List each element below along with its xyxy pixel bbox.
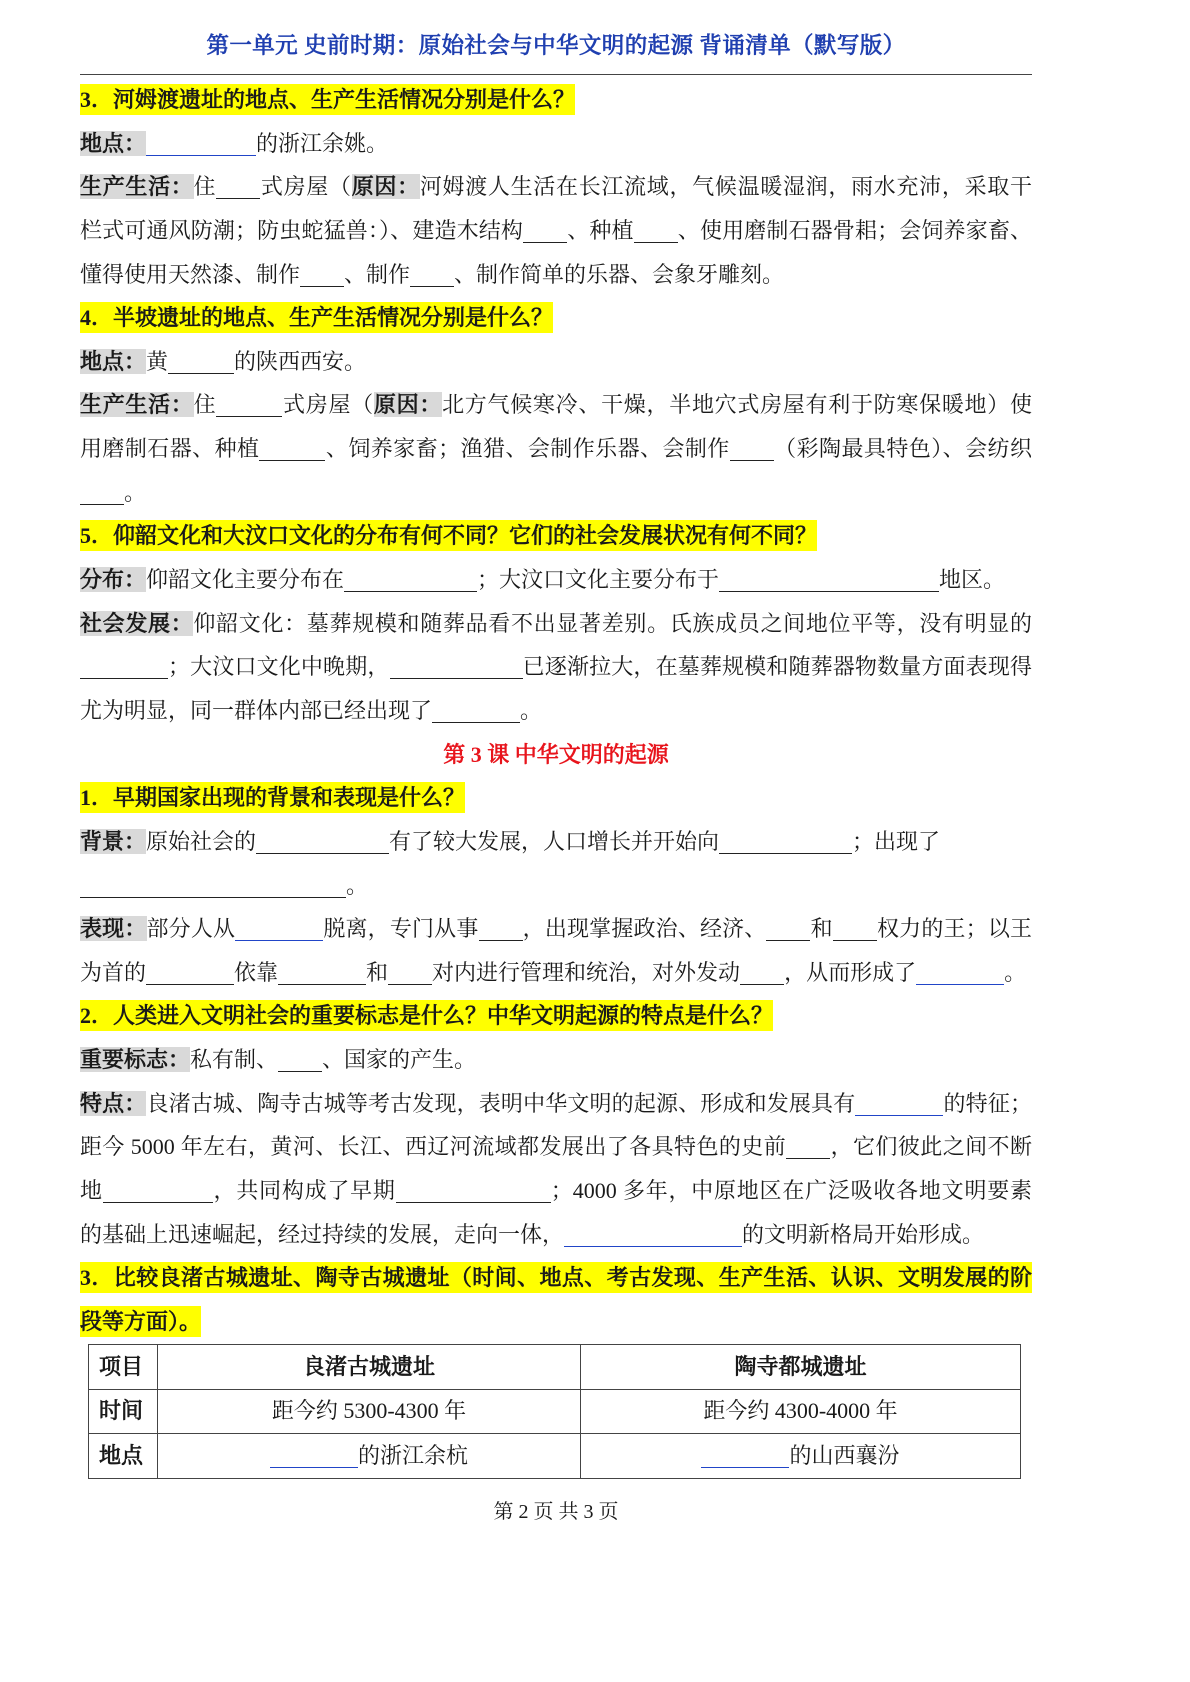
question-title-line <box>80 994 1032 1038</box>
question-banpo <box>80 296 1032 514</box>
lesson-title-line <box>80 733 1032 777</box>
unit-title: 第一单元 史前时期：原始社会与中华文明的起源 背诵清单（默写版） <box>206 33 906 58</box>
table-header-row <box>89 1344 1021 1389</box>
page-content <box>80 78 1032 1479</box>
answer-blank <box>270 1467 358 1468</box>
answer-blank <box>103 1202 213 1203</box>
answer-blank <box>701 1467 789 1468</box>
question-title: 4．半坡遗址的地点、生产生活情况分别是什么？ <box>80 302 553 333</box>
field-label: 表现： <box>80 916 147 942</box>
answer-life-line <box>80 427 1032 471</box>
answer-blank <box>216 198 260 199</box>
answer-text: 为首的 <box>80 959 147 985</box>
answer-features-line <box>80 1169 1032 1213</box>
answer-text: 脱离，专门从事 <box>323 916 479 942</box>
answer-text: （彩陶最具特色）、会纺织 <box>773 436 1032 462</box>
table-row <box>89 1433 1021 1478</box>
answer-blank <box>523 242 567 243</box>
answer-blank <box>719 591 939 592</box>
table-row <box>89 1389 1021 1433</box>
answer-text: 用磨制石器、种植 <box>80 436 260 462</box>
row-label-location: 地点 <box>89 1433 158 1478</box>
question-title-line <box>80 776 1032 820</box>
question-early-state <box>80 776 1032 994</box>
answer-society-line <box>80 645 1032 689</box>
header-item: 项目 <box>89 1344 158 1389</box>
answer-text: 地 <box>80 1178 103 1204</box>
answer-life-line <box>80 383 1032 427</box>
answer-text: 的文明新格局开始形成。 <box>742 1221 985 1247</box>
answer-text: 原始社会的 <box>146 828 257 854</box>
answer-text: 距今 5000 年左右，黄河、长江、西辽河流域都发展出了各具特色的史前 <box>80 1134 787 1160</box>
answer-text: 部分人从 <box>146 916 236 942</box>
answer-text: 和 <box>810 916 833 942</box>
field-label: 地点： <box>80 348 147 374</box>
answer-blank <box>390 678 523 679</box>
answer-location <box>80 340 1032 384</box>
answer-blank <box>634 242 678 243</box>
comparison-table <box>88 1344 1021 1479</box>
answer-life-line <box>80 165 1032 209</box>
answer-text: 已逐渐拉大，在墓葬规模和随葬器物数量方面表现得 <box>522 654 1032 680</box>
answer-text: ；出现了 <box>852 828 941 854</box>
answer-text: 黄 <box>146 348 169 374</box>
question-title-line <box>80 1300 1032 1344</box>
answer-blank <box>740 984 784 985</box>
answer-life-line <box>80 209 1032 253</box>
question-title-line <box>80 514 1032 558</box>
answer-blank <box>719 853 852 854</box>
answer-location <box>80 122 1032 166</box>
answer-text: ，从而形成了 <box>784 959 917 985</box>
answer-blank <box>388 984 432 985</box>
question-hemudu <box>80 78 1032 296</box>
answer-text: 、种植 <box>567 217 634 243</box>
question-title-line <box>80 78 1032 122</box>
answer-text: 尤为明显，同一群体内部已经出现了 <box>80 697 433 723</box>
answer-text: 良渚古城、陶寺古城等考古发现，表明中华文明的起源、形成和发展具有 <box>146 1090 856 1116</box>
answer-society-line <box>80 689 1032 733</box>
answer-blank <box>855 1115 943 1116</box>
reason-label: 原因： <box>351 174 420 200</box>
row-label-time: 时间 <box>89 1389 158 1433</box>
answer-blank <box>432 722 520 723</box>
answer-text: 对内进行管理和统治，对外发动 <box>432 959 741 985</box>
answer-text: 的陕西西安。 <box>234 348 367 374</box>
question-title: 5．仰韶文化和大汶口文化的分布有何不同？它们的社会发展状况有何不同？ <box>80 520 817 551</box>
answer-text: 地区。 <box>939 567 1006 593</box>
question-yangshao-dawenkou <box>80 514 1032 732</box>
answer-blank <box>278 1071 322 1072</box>
answer-text: 式房屋（ <box>282 392 374 418</box>
answer-blank <box>396 1202 551 1203</box>
field-label: 地点： <box>80 130 147 156</box>
answer-blank <box>80 678 168 679</box>
answer-manifestation-line <box>80 951 1032 995</box>
answer-features-line <box>80 1082 1032 1126</box>
answer-text: 、制作简单的乐器、会象牙雕刻。 <box>454 261 785 287</box>
comparison-table-wrap <box>88 1344 1032 1479</box>
answer-blank <box>256 853 389 854</box>
answer-text: ，共同构成了早期 <box>212 1178 396 1204</box>
question-comparison <box>80 1256 1032 1478</box>
answer-text: 、饲养家畜；渔猎、会制作乐器、会制作 <box>325 436 730 462</box>
answer-features-line <box>80 1213 1032 1257</box>
answer-blank <box>168 373 234 374</box>
answer-text: ；大汶口文化中晚期， <box>168 654 390 680</box>
answer-life-line <box>80 253 1032 297</box>
answer-text: 私有制、 <box>190 1047 279 1073</box>
answer-text: 依靠 <box>234 959 279 985</box>
question-title: 段等方面）。 <box>80 1306 201 1337</box>
field-label: 社会发展： <box>80 610 194 636</box>
answer-text: ；4000 多年，中原地区在广泛吸收各地文明要素 <box>550 1178 1032 1204</box>
answer-blank <box>146 984 234 985</box>
question-title: 3．比较良渚古城遗址、陶寺古城遗址（时间、地点、考古发现、生产生活、认识、文明发展的阶 <box>80 1262 1032 1293</box>
field-label: 特点： <box>80 1090 147 1116</box>
answer-text: 仰韶文化：墓葬规模和随葬品看不出显著差别。氏族成员之间地位平等，没有明显的 <box>193 610 1032 636</box>
question-title-line <box>80 296 1032 340</box>
answer-blank <box>730 460 774 461</box>
answer-text: ，它们彼此之间不断 <box>830 1134 1032 1160</box>
answer-blank <box>80 504 124 505</box>
answer-text: 的特征； <box>943 1090 1032 1116</box>
answer-text: 。 <box>520 697 543 723</box>
page-header <box>80 24 1032 75</box>
answer-blank <box>564 1246 742 1247</box>
answer-text: 住 <box>193 174 217 200</box>
answer-blank <box>235 940 323 941</box>
answer-text: 北方气候寒冷、干燥，半地穴式房屋有利于防寒保暖地）使 <box>442 392 1032 418</box>
answer-text: 。 <box>1004 959 1027 985</box>
answer-text: 、国家的产生。 <box>322 1047 477 1073</box>
answer-blank <box>300 286 344 287</box>
question-title: 1．早期国家出现的背景和表现是什么？ <box>80 782 465 813</box>
answer-blank <box>278 984 366 985</box>
lesson-title: 第 3 课 中华文明的起源 <box>443 741 669 767</box>
answer-text: 、制作 <box>344 261 411 287</box>
field-label: 生产生活： <box>80 174 194 200</box>
answer-text: 的基础上迅速崛起，经过持续的发展，走向一体， <box>80 1221 565 1247</box>
answer-text: ，出现掌握政治、经济、 <box>522 916 767 942</box>
answer-text: 住 <box>193 392 217 418</box>
answer-blank <box>80 897 346 898</box>
answer-blank <box>479 940 523 941</box>
answer-text: 权力的王；以王 <box>876 916 1032 942</box>
answer-text: 懂得使用天然漆、制作 <box>80 261 301 287</box>
answer-blank <box>766 940 810 941</box>
answer-signs <box>80 1038 1032 1082</box>
cell-taosi-time: 距今约 4300-4000 年 <box>581 1389 1021 1433</box>
answer-blank <box>344 591 477 592</box>
cell-liangzhu-time: 距今约 5300-4300 年 <box>158 1389 581 1433</box>
field-label: 分布： <box>80 567 147 593</box>
answer-text: 的浙江余姚。 <box>256 130 389 156</box>
question-civilization <box>80 994 1032 1256</box>
answer-text: 仰韶文化主要分布在 <box>146 567 345 593</box>
cell-taosi-location <box>581 1433 1021 1478</box>
answer-life-line <box>80 471 1032 515</box>
answer-text: 有了较大发展，人口增长并开始向 <box>389 828 720 854</box>
answer-blank <box>259 460 325 461</box>
answer-blank <box>216 416 282 417</box>
answer-background-line <box>80 864 1032 908</box>
question-title: 2．人类进入文明社会的重要标志是什么？中华文明起源的特点是什么？ <box>80 1000 773 1031</box>
header-taosi: 陶寺都城遗址 <box>581 1344 1021 1389</box>
answer-features-line <box>80 1125 1032 1169</box>
answer-blank <box>786 1158 830 1159</box>
question-title: 3．河姆渡遗址的地点、生产生活情况分别是什么？ <box>80 84 575 115</box>
answer-text: ；大汶口文化主要分布于 <box>477 567 720 593</box>
cell-liangzhu-location <box>158 1433 581 1478</box>
answer-text: 。 <box>124 479 147 505</box>
page-number: 第 2 页 共 3 页 <box>493 1501 619 1523</box>
answer-text: 式房屋（ <box>260 174 352 200</box>
answer-text: 和 <box>366 959 389 985</box>
answer-distribution <box>80 558 1032 602</box>
header-liangzhu: 良渚古城遗址 <box>158 1344 581 1389</box>
answer-blank <box>410 286 454 287</box>
answer-text: 的山西襄汾 <box>789 1442 900 1468</box>
answer-text: 的浙江余杭 <box>357 1442 468 1468</box>
field-label: 重要标志： <box>80 1047 191 1073</box>
answer-blank <box>833 940 877 941</box>
question-title-line <box>80 1256 1032 1300</box>
answer-society-line <box>80 602 1032 646</box>
answer-text: 、使用磨制石器骨耜；会饲养家畜、 <box>677 217 1032 243</box>
answer-manifestation-line <box>80 907 1032 951</box>
field-label: 生产生活： <box>80 392 194 418</box>
reason-label: 原因： <box>373 392 443 418</box>
answer-background-line <box>80 820 1032 864</box>
answer-blank <box>916 984 1004 985</box>
answer-blank <box>146 155 256 156</box>
page-footer <box>80 1492 1032 1532</box>
answer-text: 栏式可通风防潮；防虫蛇猛兽：）、建造木结构 <box>80 217 524 243</box>
answer-text: 河姆渡人生活在长江流域，气候温暖湿润，雨水充沛，采取干 <box>419 174 1032 200</box>
field-label: 背景： <box>80 828 147 854</box>
answer-text: 。 <box>346 872 369 898</box>
